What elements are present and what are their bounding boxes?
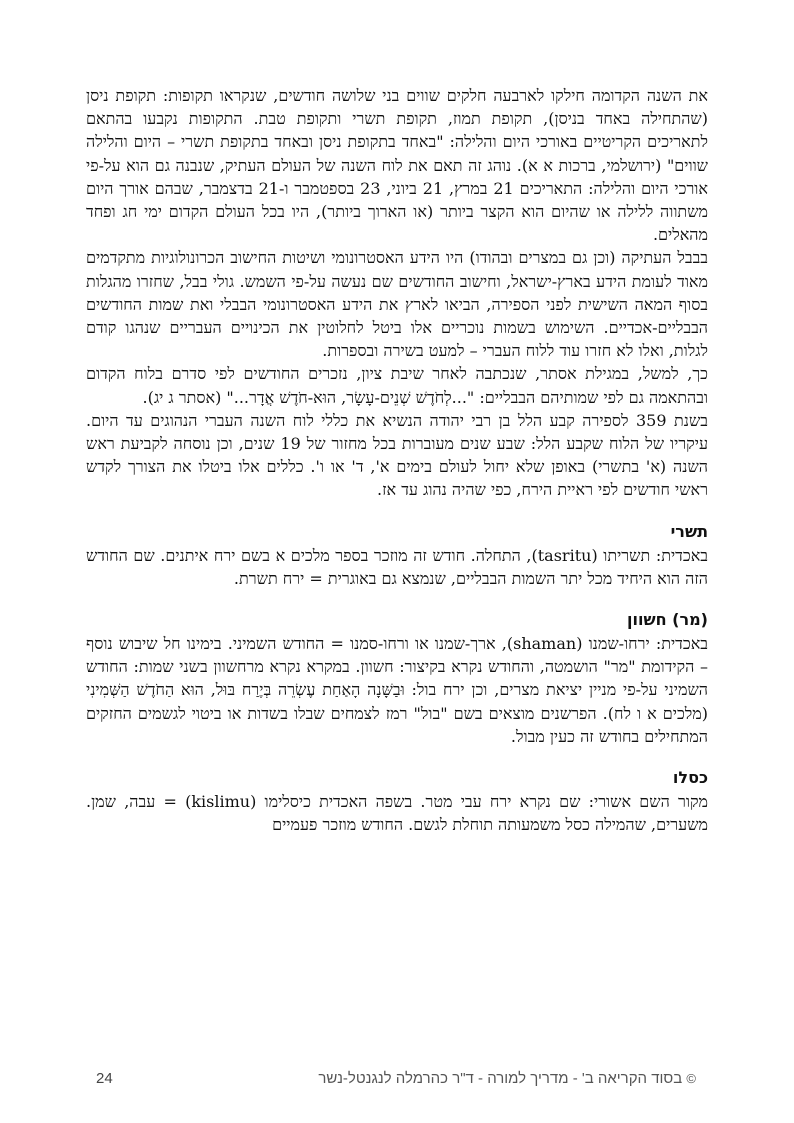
section-cheshvan: [86, 608, 708, 748]
footer-credit: בסוד הקריאה ב' - מדריך למורה - ד"ר כהרמלה לנגנטל-נשר: [318, 1070, 683, 1087]
page-footer: [96, 1070, 696, 1087]
page-content: [86, 84, 708, 836]
section-tishrei: [86, 520, 708, 590]
copyright-icon: ©: [686, 1071, 696, 1086]
section-text: מקור השם אשורי: שם נקרא ירח עבי מטר. בשפה האכדית כיסלימו (kislimu) = עבה, שמן. משערים, שהמילה כסל משמעותה תוחלת לגשם. החודש מוזכר פעמיים: [86, 792, 709, 835]
intro-paragraph-1: את השנה הקדומה חילקו לארבעה חלקים שווים בני שלושה חודשים, שנקראו תקופות: תקופת ניסן (שהתחילה באחד בניסן), תקופת תמוז, תקופת תשרי ותקופת טבת. התקופות נקבעו בהתאם לתאריכים הקריטיים באורכי היום והלילה: "באחד בתקופת ניסן ובאחד בתקופת תשרי – היום והלילה שווים" (ירושלמי, ברכות א א). נוהג זה תאם את לוח השנה של העולם העתיק, שנבנה גם הוא על-פי אורכי היום והלילה: התאריכים 21 במרץ, 21 ביוני, 23 בספטמבר ו-21 בדצמבר, שבהם אורך היום משתווה ללילה או שהיום הוא הקצר ביותר (או הארוך ביותר), היו בכל העולם הקדום ימי חג ופחד מהאלים.: [86, 86, 709, 245]
intro-paragraph-2: בבבל העתיקה (וכן גם במצרים ובהודו) היו הידע האסטרונומי ושיטות החישוב הכרונולוגיות מתקדמים מאוד לעומת הידע בארץ-ישראל, וחישוב החודשים שם נעשה על-פי השמש. גולי בבל, שחזרו מהגלות בסוף המאה השישית לפני הספירה, הביאו לארץ את הידע האסטרונומי הבבלי ואת שמות החודשים הבבליים-אכדיים. השימוש בשמות נוכריים אלו ביטל לחלוטין את הכינויים העבריים שנהגו קודם לגלות, ואלו לא חזרו עוד ללוח העברי – למעט בשירה ובספרות.: [86, 248, 708, 361]
section-heading: כסלו: [672, 768, 708, 788]
section-kislev: [86, 766, 708, 836]
section-text: באכדית: תשריתו (tasritu), התחלה. חודש זה מוזכר בספר מלכים א בשם ירח איתנים. שם החודש הזה הוא היחיד מכל יתר השמות הבבליים, שנמצא גם באוגרית = ירח תשרת.: [86, 545, 709, 588]
section-text: באכדית: ירחו-שמנו (shaman), ארך-שמנו או ורחו-סמנו = החודש השמיני. בימינו חל שיבוש נוסף – הקידומת "מר" הושמטה, והחודש נקרא בקיצור: חשוון. במקרא נקרא מרחשוון בשני שמות: החודש השמיני על-פי מניין יציאת מצרים, וכן ירח בול: וּבַשָּׁנָה הָאַחַת עֶשְׂרֵה בְּיֶרַח בּוּל, הוּא הַחֹדֶשׁ הַשְּׁמִינִי (מלכים א ו לח). הפרשנים מוצאים בשם "בול" רמז לצמחים שבלו בשדות או ביטוי לגשמים החזקים המתחילים בחודש זה כעין מבול.: [86, 634, 709, 746]
page-number: 24: [96, 1070, 113, 1087]
intro-paragraph-4: בשנת 359 לספירה קבע הלל בן רבי יהודה הנשיא את כללי לוח השנה העברי הנהוגים עד היום. עיקריו של הלוח שקבע הלל: שבע שנים מעוברות בכל מחזור של 19 שנים, וכן נוסחה לקביעת ראש השנה (א' בתשרי) באופן שלא יחול לעולם בימים א', ד' או ו'. כללים אלו ביטלו את הצורך לקדש ראשי חודשים לפי ראיית הירח, כפי שהיה נהוג עד אז.: [86, 410, 708, 500]
section-heading: תשרי: [670, 521, 708, 541]
section-heading: (מר) חשוון: [626, 610, 708, 630]
intro-paragraph-3: כך, למשל, במגילת אסתר, שנכתבה לאחר שיבת ציון, נזכרים החודשים לפי סדרם בלוח הקדום ובהתאמה גם לפי שמותיהם הבבליים: "...לְחֹדֶשׁ שְׁנֵים-עָשָׂר, הוּא-חֹדֶשׁ אֲדָר..." (אסתר ג יג).: [86, 364, 709, 407]
